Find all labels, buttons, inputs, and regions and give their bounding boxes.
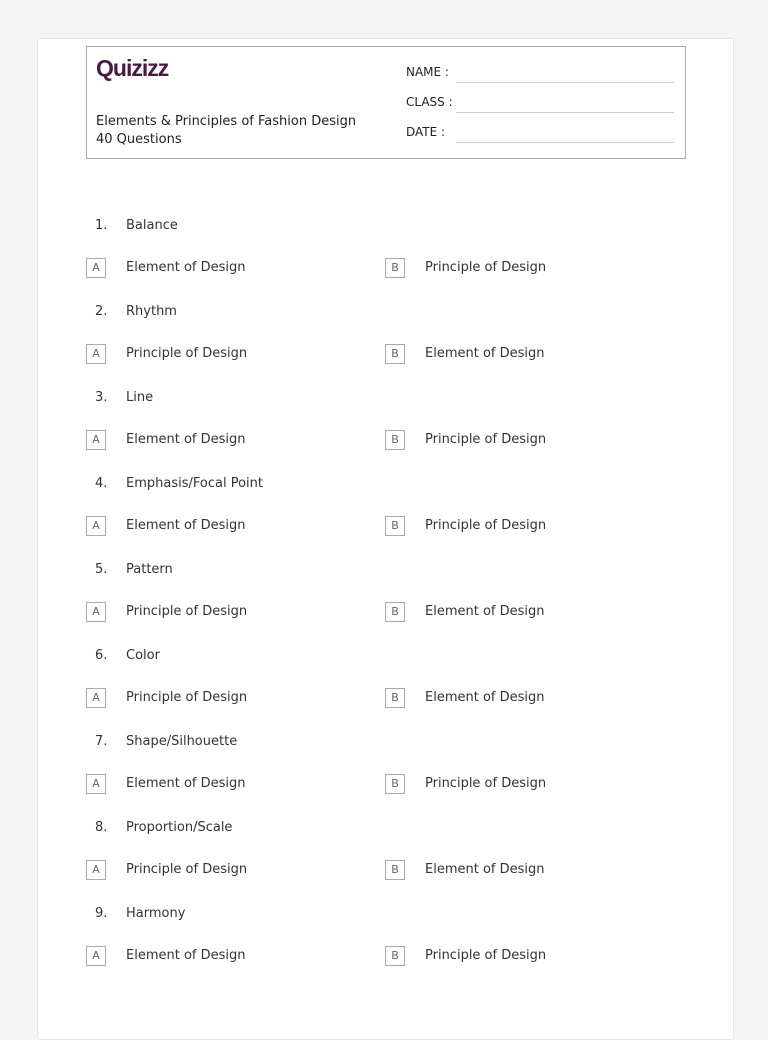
name-label: NAME : — [406, 65, 449, 79]
option-a-text[interactable]: Element of Design — [126, 776, 246, 791]
options-row — [38, 516, 733, 538]
option-a-box[interactable]: A — [86, 430, 106, 450]
option-b-box[interactable]: B — [385, 516, 405, 536]
options-row — [38, 688, 733, 710]
question-row — [38, 817, 733, 839]
question-row — [38, 731, 733, 753]
options-row — [38, 946, 733, 968]
option-b-box[interactable]: B — [385, 430, 405, 450]
option-b-box[interactable]: B — [385, 344, 405, 364]
question-text: Proportion/Scale — [126, 820, 233, 835]
question-number: 5. — [95, 562, 108, 577]
option-a-box[interactable]: A — [86, 258, 106, 278]
option-a-text[interactable]: Element of Design — [126, 260, 246, 275]
class-line[interactable] — [456, 112, 674, 113]
question-row — [38, 215, 733, 237]
question-row — [38, 473, 733, 495]
options-row — [38, 258, 733, 280]
option-b-text[interactable]: Principle of Design — [425, 518, 547, 533]
option-b-text[interactable]: Element of Design — [425, 690, 545, 705]
worksheet-header — [86, 46, 686, 159]
option-a-box[interactable]: A — [86, 344, 106, 364]
option-a-text[interactable]: Element of Design — [126, 432, 246, 447]
options-row — [38, 860, 733, 882]
question-text: Line — [126, 390, 154, 405]
name-field[interactable] — [406, 63, 674, 83]
quizizz-logo: Quizizz — [96, 55, 169, 81]
option-b-text[interactable]: Element of Design — [425, 862, 545, 877]
date-field[interactable] — [406, 123, 674, 143]
question-number: 7. — [95, 734, 108, 749]
option-a-box[interactable]: A — [86, 688, 106, 708]
question-text: Pattern — [126, 562, 173, 577]
options-row — [38, 430, 733, 452]
option-b-box[interactable]: B — [385, 860, 405, 880]
option-a-text[interactable]: Principle of Design — [126, 604, 248, 619]
question-number: 3. — [95, 390, 108, 405]
option-a-box[interactable]: A — [86, 516, 106, 536]
option-b-box[interactable]: B — [385, 602, 405, 622]
option-b-box[interactable]: B — [385, 774, 405, 794]
question-text: Harmony — [126, 906, 186, 921]
option-a-text[interactable]: Principle of Design — [126, 690, 248, 705]
question-number: 6. — [95, 648, 108, 663]
question-number: 8. — [95, 820, 108, 835]
question-count: 40 Questions — [96, 132, 182, 147]
question-number: 9. — [95, 906, 108, 921]
option-b-text[interactable]: Element of Design — [425, 346, 545, 361]
option-a-text[interactable]: Principle of Design — [126, 862, 248, 877]
option-a-box[interactable]: A — [86, 860, 106, 880]
question-number: 4. — [95, 476, 108, 491]
option-b-text[interactable]: Element of Design — [425, 604, 545, 619]
question-number: 1. — [95, 218, 108, 233]
quiz-title: Elements & Principles of Fashion Design — [96, 114, 357, 129]
question-number: 2. — [95, 304, 108, 319]
question-text: Rhythm — [126, 304, 177, 319]
option-a-text[interactable]: Principle of Design — [126, 346, 248, 361]
class-field[interactable] — [406, 93, 674, 113]
question-row — [38, 645, 733, 667]
name-line[interactable] — [456, 82, 674, 83]
question-row — [38, 903, 733, 925]
option-b-box[interactable]: B — [385, 258, 405, 278]
question-row — [38, 387, 733, 409]
question-row — [38, 301, 733, 323]
options-row — [38, 602, 733, 624]
question-text: Balance — [126, 218, 178, 233]
question-text: Shape/Silhouette — [126, 734, 238, 749]
options-row — [38, 774, 733, 796]
option-b-box[interactable]: B — [385, 688, 405, 708]
option-b-text[interactable]: Principle of Design — [425, 432, 547, 447]
option-b-text[interactable]: Principle of Design — [425, 948, 547, 963]
question-text: Color — [126, 648, 160, 663]
worksheet-page — [37, 38, 734, 1040]
option-a-text[interactable]: Element of Design — [126, 948, 246, 963]
question-text: Emphasis/Focal Point — [126, 476, 263, 491]
option-a-box[interactable]: A — [86, 946, 106, 966]
option-b-text[interactable]: Principle of Design — [425, 776, 547, 791]
question-row — [38, 559, 733, 581]
option-a-box[interactable]: A — [86, 774, 106, 794]
date-line[interactable] — [456, 142, 674, 143]
option-a-box[interactable]: A — [86, 602, 106, 622]
date-label: DATE : — [406, 125, 446, 139]
option-a-text[interactable]: Element of Design — [126, 518, 246, 533]
options-row — [38, 344, 733, 366]
option-b-box[interactable]: B — [385, 946, 405, 966]
option-b-text[interactable]: Principle of Design — [425, 260, 547, 275]
class-label: CLASS : — [406, 95, 453, 109]
